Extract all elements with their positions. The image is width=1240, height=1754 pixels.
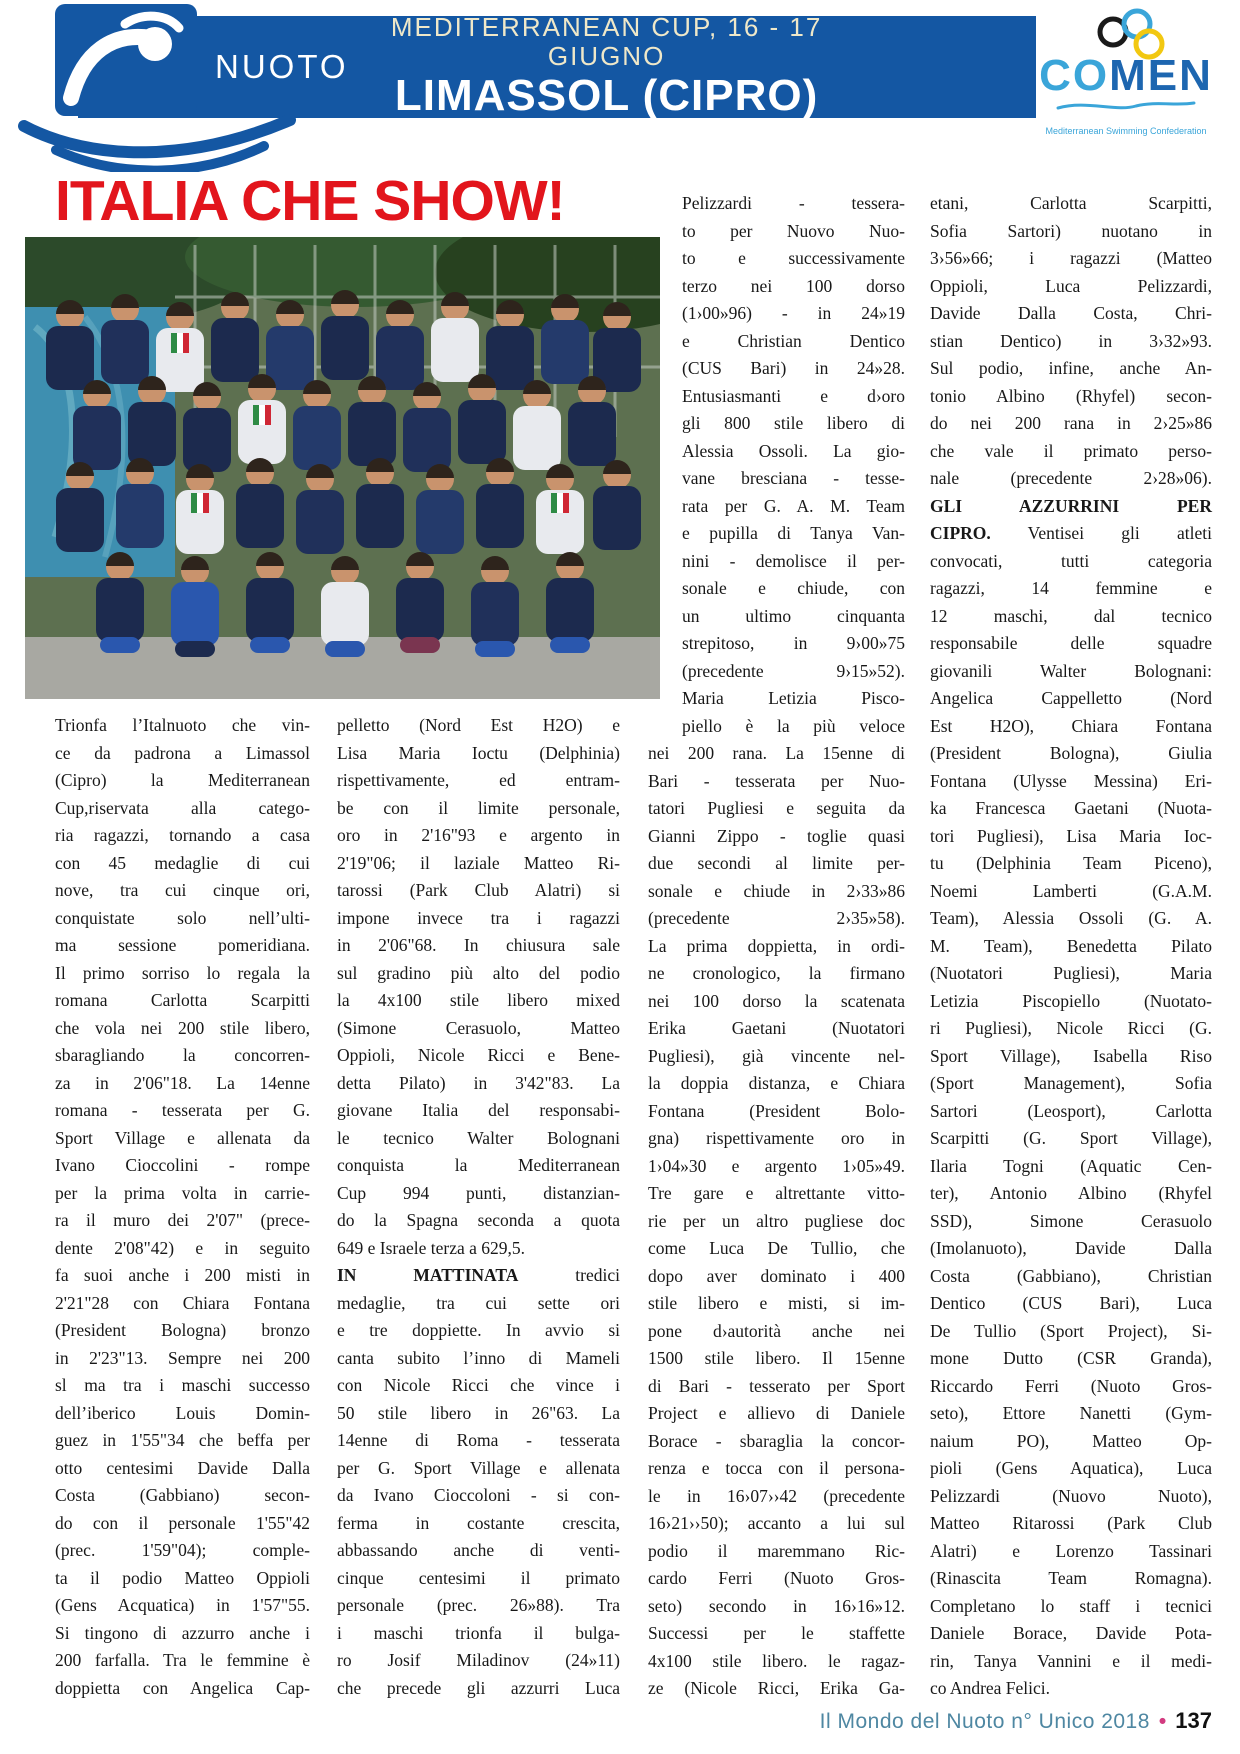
article-column-4: etani, Carlotta Scarpitti, Sofia Sartori) nuotano in 3›56»66; i ragazzi (Matteo Oppioli, Luca Pelizzardi, Davide Dalla Costa, Chri- stian Dentico) in 3›32»93. Sul podio, infine, anche An- tonio Albino (Rhyfel) secon- do nei 200 rana in 2›25»86 che vale il primato perso- nale (precedente 2›28»06). GLI AZZURRINI PER CIPRO. Ventisei gli atleti convocati, tutti categoria ragazzi, 14 femmine e 12 maschi, dal tecnico responsabile delle squadre giovanili Walter Bolognani: Angelica Cappelletto (Nord Est H2O), Chiara Fontana (President Bologna), Giulia Fontana (Ulysse Messina) Eri- ka Francesca Gaetani (Nuota- tori Pugliesi), Lisa Maria Ioc- tu (Delphinia Team Piceno), Noemi Lamberti (G.A.M. Team), Alessia Ossoli (G. A. M. Team), Benedetta Pilato (Nuotatori Pugliesi), Maria Letizia Piscopiello (Nuotato- ri Pugliesi), Nicole Ricci (G. Sport Village), Isabella Riso (Sport Management), Sofia Sartori (Leosport), Carlotta Scarpitti (G. Sport Village), Ilaria Togni (Aquatic Cen- ter), Antonio Albino (Rhyfel SSD), Simone Cerasuolo (Imolanuoto), Davide Dalla Costa (Gabbiano), Christian Dentico (CUS Bari), Luca De Tullio (Sport Project), Si- mone Dutto (CSR Granda), Riccardo Ferri (Nuoto Gros- seto), Ettore Nanetti (Gym- naium PO), Matteo Op- pioli (Gens Aquatica), Luca Pelizzardi (Nuovo Nuoto), Matteo Ritarossi (Park Club Alatri) e Lorenzo Tassinari (Rinascita Team Romagna). Completano lo staff i tecnici Daniele Borace, Davide Pota- rin, Tanya Vannini e il medi- co Andrea Felici. <box>930 193 1212 1698</box>
wave-icon <box>12 110 304 172</box>
comen-logo <box>1036 8 1216 168</box>
page-footer <box>820 1708 1212 1734</box>
team-photo <box>25 237 660 699</box>
footer-page-number: 137 <box>1175 1708 1212 1733</box>
footer-bullet-icon: • <box>1158 1710 1167 1733</box>
article-column-1: Trionfa l’Italnuoto che vin- ce da padrona a Limassol (Cipro) la Mediterranean Cup,riservata alla catego- ria ragazzi, tornando a casa con 45 medaglie di cui nove, tra cui cinque ori, conquistate solo nell’ulti- ma sessione pomeridiana. Il primo sorriso lo regala la romana Carlotta Scarpitti che vola nei 200 stile libero, sbaragliando la concorren- za in 2'06"18. La 14enne romana - tesserata per G. Sport Village e allenata da Ivano Cioccolini - rompe per la prima volta in carrie- ra il muro dei 2'07" (prece- dente 2'08"42) e in seguito fa suoi anche i 200 misti in 2'21"28 con Chiara Fontana (President Bologna) bronzo in 2'23"13. Sempre nei 200 sl ma tra i maschi successo dell’iberico Louis Domin- guez in 1'55"34 che beffa per otto centesimi Davide Dalla Costa (Gabbiano) secon- do con il personale 1'55"42 (prec. 1'59"04); comple- ta il podio Matteo Oppioli (Gens Acquatica) in 1'57"55. Si tingono di azzurro anche i 200 farfalla. Tra le femmine è doppietta con Angelica Cap- <box>55 715 310 1698</box>
comen-wordmark: COMEN <box>1039 51 1213 100</box>
article-column-3-top: Pelizzardi - tessera- to per Nuovo Nuo- to e successivamente terzo nei 100 dorso (1›00»96) - in 24»19 e Christian Dentico (CUS Bari) in 24»28. Entusiasmanti e d›oro gli 800 stile libero di Alessia Ossoli. La gio- vane bresciana - tesse- rata per G. A. M. Team e pupilla di Tanya Van- nini - demolisce il per- sonale e chiude, con un ultimo cinquanta strepitoso, in 9›00»75 (precedente 9›15»52). Maria Letizia Pisco- piello è la più veloce <box>682 193 905 736</box>
swimmer-logo-icon <box>55 4 197 116</box>
comen-wave-icon <box>1056 100 1196 112</box>
header-banner <box>78 12 1068 121</box>
section-label-nuoto: NUOTO <box>215 48 349 85</box>
event-titles <box>349 13 865 120</box>
footer-magazine-title: Il Mondo del Nuoto n° Unico 2018 <box>819 1710 1150 1733</box>
event-subtitle: MEDITERRANEAN CUP, 16 - 17 GIUGNO <box>390 12 823 72</box>
event-title: LIMASSOL (CIPRO) <box>394 71 819 121</box>
comen-subtitle: Mediterranean Swimming Confederation <box>1045 126 1207 136</box>
article-column-2: pelletto (Nord Est H2O) e Lisa Maria Ioctu (Delphinia) rispettivamente, ed entram- be con il limite personale, oro in 2'16"93 e argento in 2'19"06; il laziale Matteo Ri- tarossi (Park Club Alatri) si impone invece tra i ragazzi in 2'06"68. In chiusura sale sul gradino più alto del podio la 4x100 stile libero mixed (Simone Cerasuolo, Matteo Oppioli, Nicole Ricci e Bene- detta Pilato) in 3'42"83. La giovane Italia del responsabi- le tecnico Walter Bolognani conquista la Mediterranean Cup 994 punti, distanzian- do la Spagna seconda a quota 649 e Israele terza a 629,5. IN MATTINATA tredici medaglie, tra cui sette ori e tre doppiette. In avvio si canta subito l’inno di Mameli con Nicole Ricci che vince i 50 stile libero in 26"63. La 14enne di Roma - tesserata per G. Sport Village e allenata da Ivano Cioccoloni - si con- ferma in costante crescita, abbassando anche di venti- cinque centesimi il primato personale (prec. 26»88). Tra i maschi trionfa il bulga- ro Josif Miladinov (24»11) che precede gli azzurri Luca <box>337 715 620 1698</box>
article-headline: ITALIA CHE SHOW! <box>55 169 565 233</box>
article-column-3 <box>648 190 905 1703</box>
article-column-3-bottom: nei 200 rana. La 15enne di Bari - tesserata per Nuo- tatori Pugliesi e seguita da Gianni Zippo - toglie quasi due secondi al limite per- sonale e chiude in 2›33»86 (precedente 2›35»58). La prima doppietta, in ordi- ne cronologico, la firmano nei 100 dorso la scatenata Erika Gaetani (Nuotatori Pugliesi), già vincente nel- la doppia distanza, e Chiara Fontana (President Bolo- gna) rispettivamente oro in 1›04»30 e argento 1›05»49. Tre gare e altrettante vitto- rie per un altro pugliese doc come Luca De Tullio, che dopo aver dominato i 400 stile libero e misti, si im- pone d›autorità anche nei 1500 stile libero. Il 15enne di Bari - tesserato per Sport Project e allievo di Daniele Borace - sbaraglia la concor- renza e tocca con il persona- le in 16›07››42 (precedente 16›21››50); accanto a lui sul podio il maremmano Ric- cardo Ferri (Nuoto Gros- seto) secondo in 16›16»12. Successi per le staffette 4x100 stile libero. le ragaz- ze (Nicole Ricci, Erika Ga- <box>648 743 905 1698</box>
